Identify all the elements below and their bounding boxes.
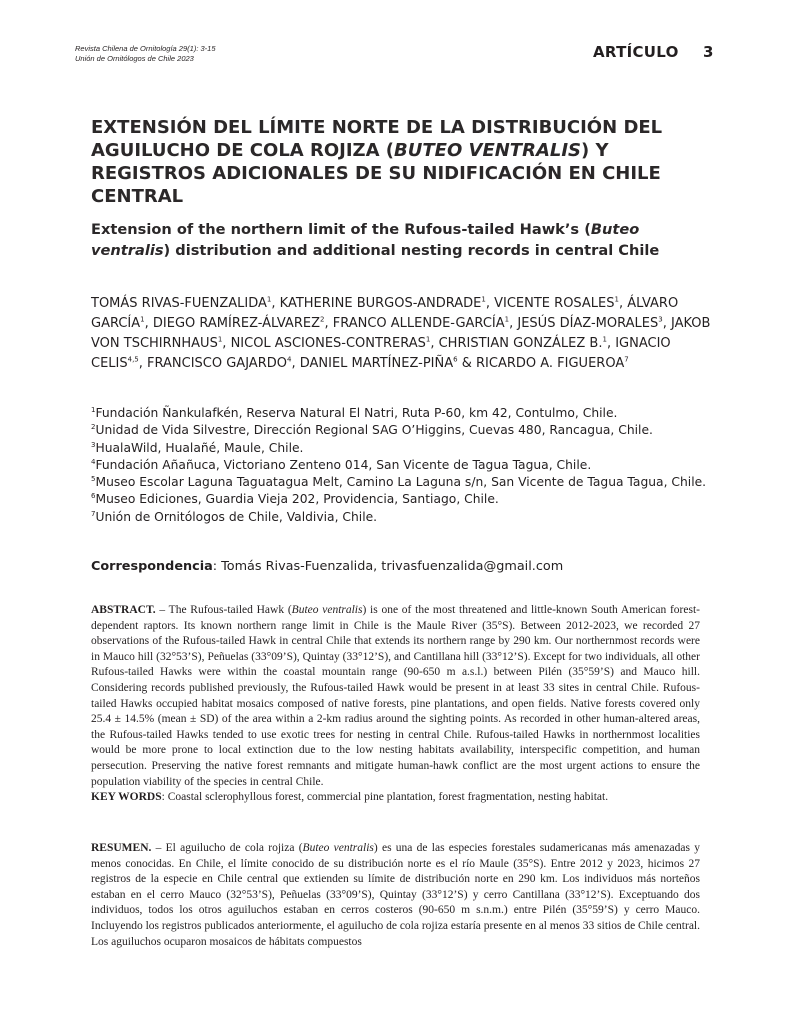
correspondence — [91, 558, 711, 576]
affiliation: $^7$Unión de Ornitólogos de Chile, Valdivia, Chile. — [91, 509, 378, 524]
author: JESÚS DÍAZ-MORALES$^3$, — [517, 315, 671, 331]
resumen-label: RESUMEN. — [91, 842, 152, 854]
correspondence-contact: : Tomás Rivas-Fuenzalida, trivasfuenzalida@gmail.com — [212, 559, 564, 574]
title-english-species: Buteo ventralis — [91, 221, 640, 259]
title-spanish — [91, 116, 691, 208]
resumen-species: Buteo ventralis — [302, 842, 374, 854]
author: ÁLVARO GARCÍA$^1$, — [91, 296, 679, 331]
author: FRANCISCO GAJARDO$^4$, — [147, 355, 300, 371]
resumen — [91, 841, 700, 950]
author: JAKOB VON TSCHIRNHAUS$^1$, — [91, 316, 711, 351]
title-spanish-part1: EXTENSIÓN DEL LÍMITE NORTE DE LA DISTRIBUCIÓN DEL AGUILUCHO DE COLA ROJIZA ( — [91, 117, 663, 161]
abstract-species: Buteo ventralis — [291, 604, 363, 616]
correspondence-label: Correspondencia — [91, 559, 213, 574]
keywords-text: : Coastal sclerophyllous forest, commercial pine plantation, forest fragmentation, nesting habitat. — [161, 791, 609, 804]
affiliation: $^1$Fundación Ñankulafkén, Reserva Natural El Natri, Ruta P-60, km 42, Contulmo, Chile. — [91, 405, 618, 420]
author: VICENTE ROSALES$^1$, — [494, 295, 628, 311]
author: CHRISTIAN GONZÁLEZ B.$^1$, — [438, 335, 616, 351]
author: IGNACIO CELIS$^{4,5}$, — [91, 336, 671, 371]
keywords-label: KEY WORDS — [91, 791, 162, 804]
running-head — [75, 44, 216, 64]
affiliation: $^3$HualaWild, Hualañé, Maule, Chile. — [91, 440, 304, 455]
title-spanish-species: BUTEO VENTRALIS — [394, 140, 582, 161]
title-english-part2: ) distribution and additional nesting records in central Chile — [163, 242, 660, 259]
journal-citation: Revista Chilena de Ornitología 29(1): 3-15 — [75, 44, 216, 53]
resumen-body: ) es una de las especies forestales sudamericanas más amenazadas y menos conocidas. En Chile, el límite conocido de su distribución norte es el río Maule (35°S). Entre 2012 y 2023, hicimos 27 registros de la especie en Chile central que extienden su límite de distribución norte en 290 km. Los individuos más norteños estaban en el cerro Mauco (32°53’S), Peñuelas (33°09’S), Quintay (33°12’S) y cerro Cantillana (33°12’S). Exceptuando dos individuos, todos los otros aguiluchos estaban en cerros costeros (90-650 m s.n.m.) entre Pilén (35°59’S) y cerro Mauco. Incluyendo los registros publicados anteriormente, el aguilucho de cola rojiza estaría presente en al menos 33 sitios de Chile central. Los aguiluchos ocuparon mosaicos de hábitats compuestos — [91, 842, 700, 948]
section-label: ARTÍCULO — [593, 43, 679, 61]
author-list — [91, 294, 711, 374]
title-spanish-part2: ) Y REGISTROS ADICIONALES DE SU NIDIFICACIÓN EN CHILE CENTRAL — [91, 140, 661, 207]
author: DIEGO RAMÍREZ-ÁLVAREZ$^2$, — [152, 315, 333, 331]
affiliation: $^5$Museo Escolar Laguna Taguatagua Melt, Camino La Laguna s/n, San Vicente de Tagua Tagua, Chile. — [91, 475, 707, 490]
author: RICARDO A. FIGUEROA$^7$ — [476, 355, 629, 371]
publisher-line: Unión de Ornitólogos de Chile 2023 — [75, 54, 194, 63]
title-english-part1: Extension of the northern limit of the Rufous-tailed Hawk’s ( — [91, 221, 591, 238]
keywords — [91, 790, 700, 806]
author: NICOL ASCIONES-CONTRERAS$^1$, — [230, 335, 439, 351]
affiliation: $^4$Fundación Añañuca, Victoriano Zenteno 014, San Vicente de Tagua Tagua, Chile. — [91, 457, 592, 472]
affiliation: $^2$Unidad de Vida Silvestre, Dirección Regional SAG O’Higgins, Cuevas 480, Rancagua, Chile. — [91, 423, 653, 438]
page-number: 3 — [703, 43, 714, 61]
abstract-label: ABSTRACT. — [91, 604, 156, 616]
affiliation: $^6$Museo Ediciones, Guardia Vieja 202, Providencia, Santiago, Chile. — [91, 492, 499, 507]
abstract-paragraph: ABSTRACT. – The Rufous-tailed Hawk (Buteo ventralis) is one of the most threatened and little-known South American forest-dependent raptors. Its known northern range limit in Chile is the Maule River (35°S). Between 2012-2023, we recorded 27 observations of the Rufous-tailed Hawk in central Chile that extends its northern range by 290 km. Our northernmost records were in Mauco hill (32°53’S), Peñuelas (33°09’S), Quintay (33°12’S), and Cantillana hill (33°12’S). Except for two individuals, all other Rufous-tailed Hawks were within the coastal mountain range (90-650 m a.s.l.) between Pilén (35°59’S) and Mauco hill. Considering records published previously, the Rufous-tailed Hawk would be present in at least 33 sites in central Chile. Rufous-tailed Hawks occupied habitat mosaics composed of native forests, pine plantations, and open fields. Native forests covered only 25.4 ± 14.5% (mean ± SD) of the area within a 2-km radius around the sighting points. As recorded in other human-altered areas, the Rufous-tailed Hawks tended to use exotic trees for nesting in central Chile. Rufous-tailed Hawks in northernmost localities would be more prone to local extinction due to the low nesting habitats availability, interspecific competition, and human persecution. Preserving the native forest remnants and mitigate human-hawk conflict are the most urgent actions to ensure the population viability of the species in central Chile. — [91, 604, 700, 788]
abstract — [91, 603, 700, 806]
author: TOMÁS RIVAS-FUENZALIDA$^1$, — [91, 295, 280, 311]
author: DANIEL MARTÍNEZ-PIÑA$^6$ & — [299, 355, 476, 371]
author: KATHERINE BURGOS-ANDRADE$^1$, — [279, 295, 495, 311]
resumen-paragraph: RESUMEN. – El aguilucho de cola rojiza (Buteo ventralis) es una de las especies forestales sudamericanas más amenazadas y menos conocidas. En Chile, el límite conocido de su distribución norte es el río Maule (35°S). Entre 2012 y 2023, hicimos 27 registros de la especie en Chile central que extienden su límite de distribución norte en 290 km. Los individuos más norteños estaban en el cerro Mauco (32°53’S), Peñuelas (33°09’S), Quintay (33°12’S) y cerro Cantillana (33°12’S). Exceptuando dos individuos, todos los otros aguiluchos estaban en cerros costeros (90-650 m s.n.m.) entre Pilén (35°59’S) y cerro Mauco. Incluyendo los registros publicados anteriormente, el aguilucho de cola rojiza estaría presente en al menos 33 sitios de Chile central. Los aguiluchos ocuparon mosaicos de hábitats compuestos — [91, 842, 700, 948]
title-english — [91, 219, 703, 261]
author: FRANCO ALLENDE-GARCÍA$^1$, — [332, 315, 518, 331]
abstract-body: ) is one of the most threatened and little-known South American forest-dependent raptors. Its known northern range limit in Chile is the Maule River (35°S). Between 2012-2023, we recorded 27 observations of the Rufous-tailed Hawk in central Chile that extends its northern range by 290 km. Our northernmost records were in Mauco hill (32°53’S), Peñuelas (33°09’S), Quintay (33°12’S), and Cantillana hill (33°12’S). Except for two individuals, all other Rufous-tailed Hawks were within the coastal mountain range (90-650 m a.s.l.) between Pilén (35°59’S) and Mauco hill. Considering records published previously, the Rufous-tailed Hawk would be present in at least 33 sites in central Chile. Rufous-tailed Hawks occupied habitat mosaics composed of native forests, pine plantations, and open fields. Native forests covered only 25.4 ± 14.5% (mean ± SD) of the area within a 2-km radius around the sighting points. As recorded in other human-altered areas, the Rufous-tailed Hawks tended to use exotic trees for nesting in central Chile. Rufous-tailed Hawks in northernmost localities would be more prone to local extinction due to the low nesting habitats availability, interspecific competition, and human persecution. Preserving the native forest remnants and mitigate human-hawk conflict are the most urgent actions to ensure the population viability of the species in central Chile. — [91, 604, 700, 788]
affiliation-list — [91, 405, 711, 526]
